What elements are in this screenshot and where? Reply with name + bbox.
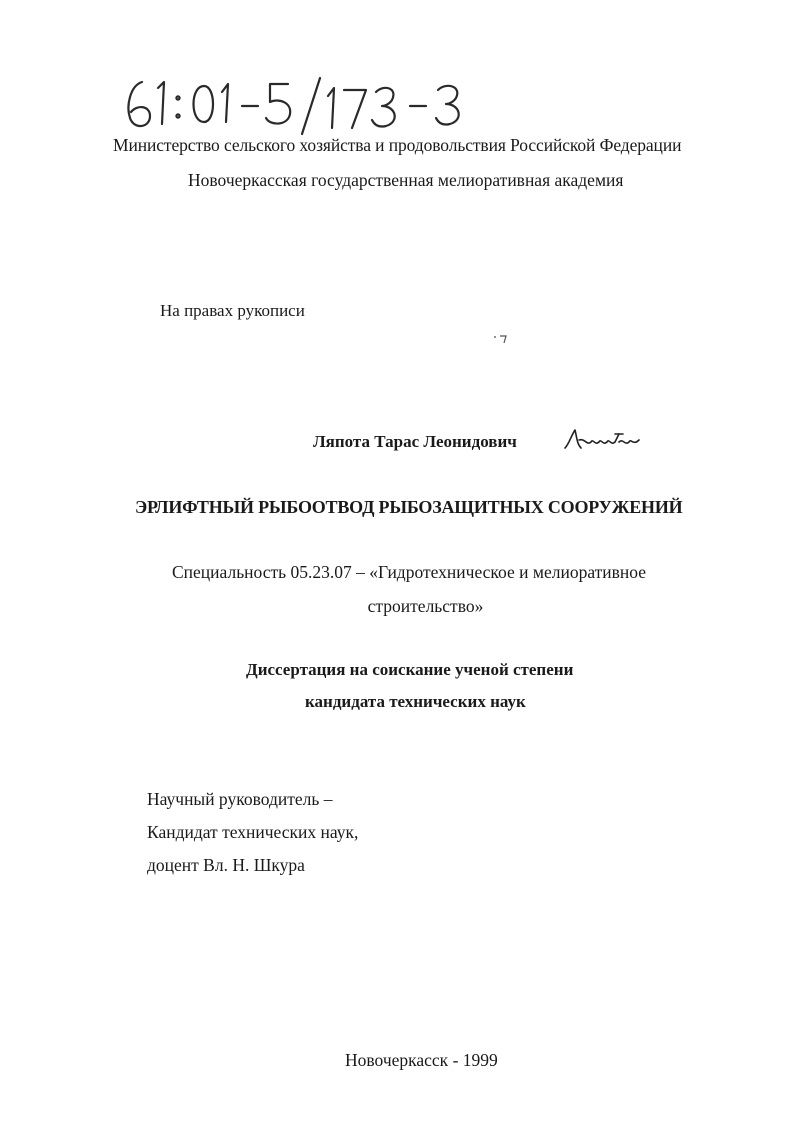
author-name: Ляпота Тарас Леонидович [313,432,517,451]
academy-line: Новочеркасская государственная мелиоративная академия [188,170,624,190]
author-signature [561,424,643,454]
advisor-line-1: Научный руководитель – [147,789,333,809]
specialty-line-1: Специальность 05.23.07 – «Гидротехническое и мелиоративное [172,562,647,582]
advisor-line-2: Кандидат технических наук, [147,822,359,842]
ministry-line: Министерство сельского хозяйства и продовольствия Российской Федерации [113,135,682,155]
rights-note: На правах рукописи [160,301,305,320]
specialty-line-2: строительство» [367,596,484,616]
scan-speck-mark [492,333,510,345]
degree-line-2: кандидата технических наук [305,692,526,711]
dissertation-title: ЭРЛИФТНЫЙ РЫБООТВОД РЫБОЗАЩИТНЫХ СООРУЖЕНИЙ [135,497,683,517]
advisor-line-3: доцент Вл. Н. Шкура [147,855,305,875]
degree-line-1: Диссертация на соискание ученой степени [246,660,574,679]
city-year: Новочеркасск - 1999 [345,1050,498,1070]
handwritten-archive-code [120,72,480,142]
